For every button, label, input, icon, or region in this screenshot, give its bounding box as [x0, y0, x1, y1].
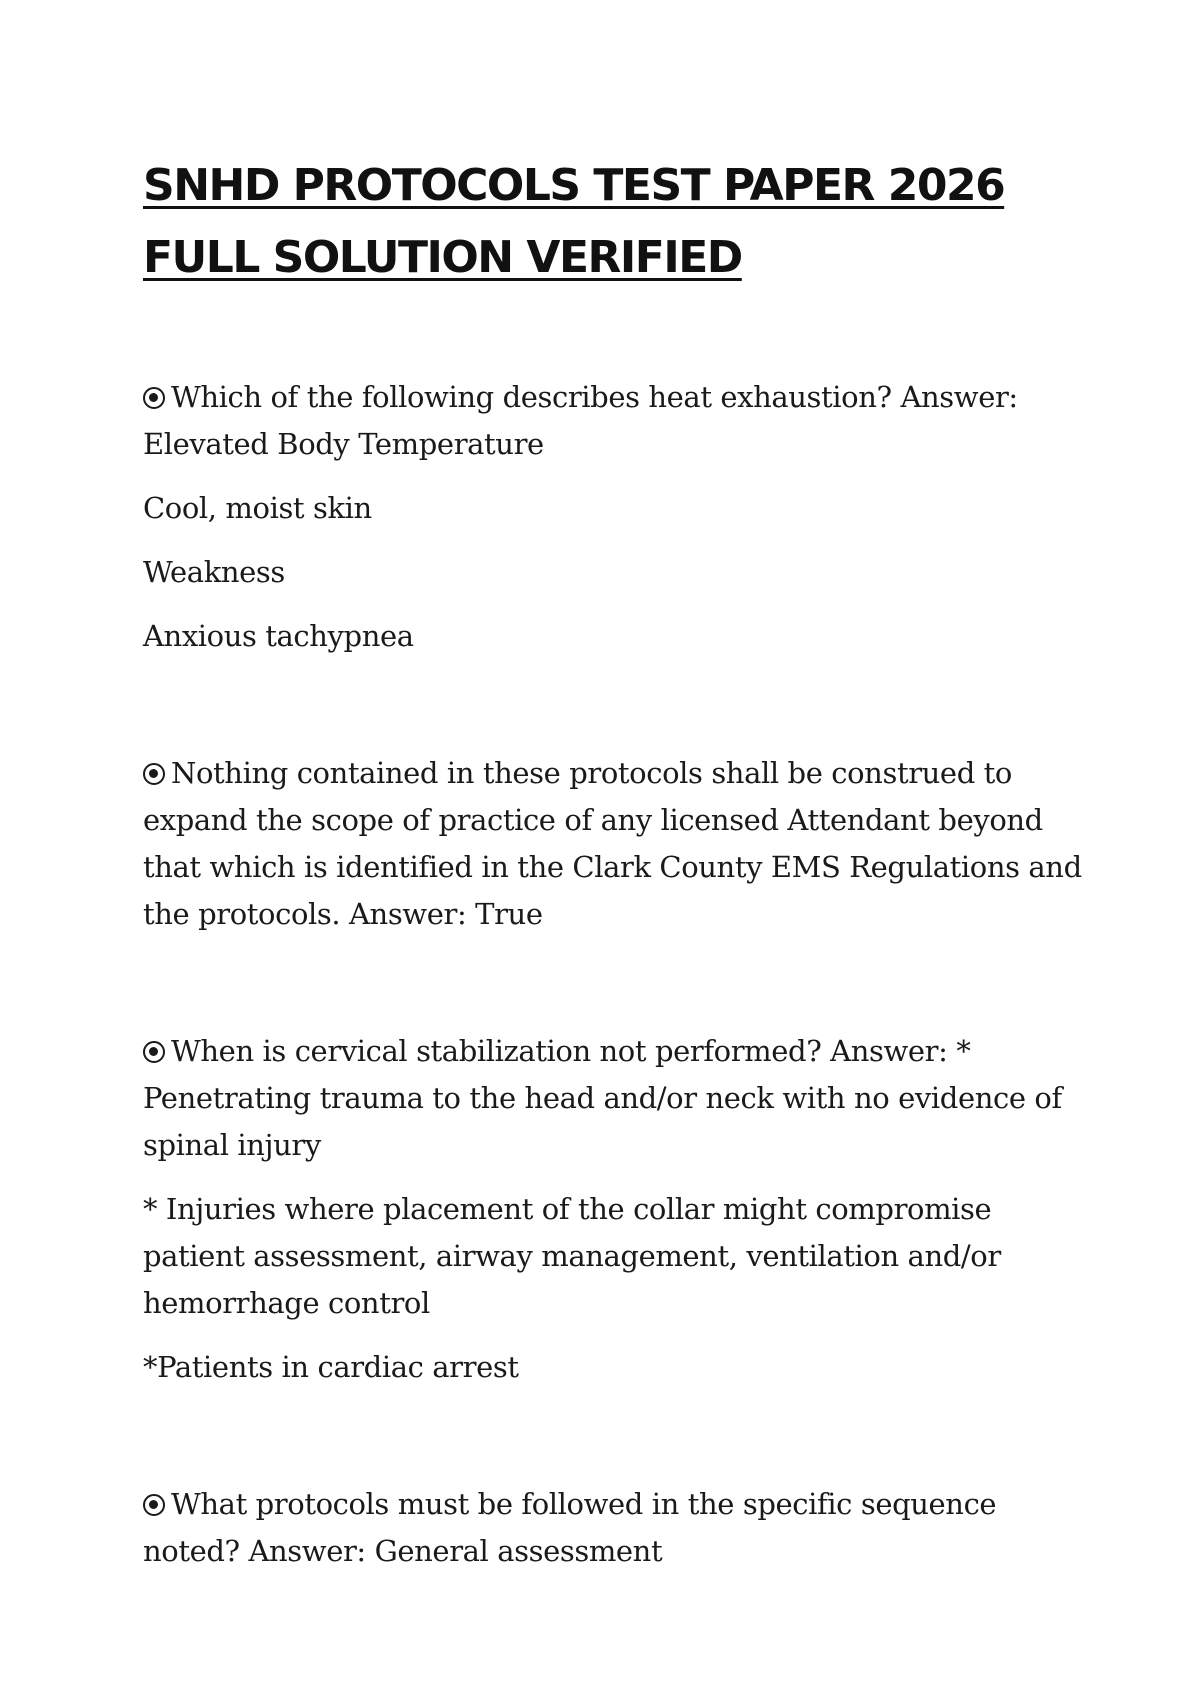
radio-bullet-icon [143, 387, 165, 409]
question-3-detail-1: * Injuries where placement of the collar might compromise patient assessment, airway management, ventilation and/or hemorrhage control [143, 1192, 1001, 1320]
document-page [143, 150, 1083, 1592]
question-2-text: Nothing contained in these protocols shall be construed to expand the scope of practice of any licensed Attendant beyond that which is identified in the Clark County EMS Regulations and the protocols. Answer: True [143, 756, 1082, 931]
question-block-4 [143, 1481, 1083, 1575]
question-2 [143, 750, 1083, 938]
radio-bullet-icon [143, 763, 165, 785]
question-1-detail-1: Cool, moist skin [143, 491, 372, 525]
question-3 [143, 1028, 1083, 1169]
question-1-text: Which of the following describes heat exhaustion? Answer: Elevated Body Temperature [143, 380, 1018, 461]
radio-bullet-icon [143, 1494, 165, 1516]
question-block-1 [143, 374, 1083, 660]
question-3-detail-2: *Patients in cardiac arrest [143, 1350, 519, 1384]
question-1-detail-2: Weakness [143, 555, 285, 589]
question-1 [143, 374, 1083, 468]
question-3-text: When is cervical stabilization not performed? Answer: * Penetrating trauma to the head and/or neck with no evidence of spinal injury [143, 1034, 1062, 1162]
radio-bullet-icon [143, 1041, 165, 1063]
question-block-2 [143, 750, 1083, 938]
question-block-3 [143, 1028, 1083, 1391]
question-4 [143, 1481, 1083, 1575]
document-title [143, 150, 1083, 294]
document-title-text: SNHD PROTOCOLS TEST PAPER 2026 FULL SOLUTION VERIFIED [143, 160, 1005, 283]
question-1-detail-3: Anxious tachypnea [143, 619, 414, 653]
question-4-text: What protocols must be followed in the specific sequence noted? Answer: General assessment [143, 1487, 997, 1568]
